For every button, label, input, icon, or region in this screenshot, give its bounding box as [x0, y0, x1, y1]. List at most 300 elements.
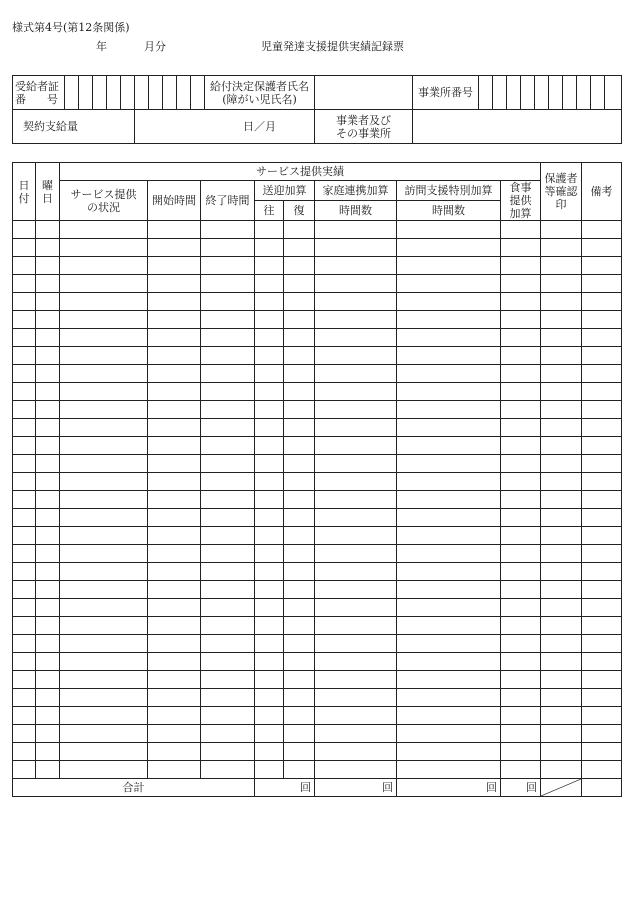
cell-transport-out[interactable]	[255, 311, 284, 329]
cell-date[interactable]	[13, 491, 36, 509]
cell-weekday[interactable]	[36, 617, 60, 635]
cell-weekday[interactable]	[36, 221, 60, 239]
cell-meal[interactable]	[501, 725, 541, 743]
cell-transport-back[interactable]	[284, 707, 315, 725]
cell-weekday[interactable]	[36, 419, 60, 437]
cell-family-hours[interactable]	[315, 311, 397, 329]
office-digit-1[interactable]	[479, 76, 493, 110]
cell-start[interactable]	[148, 365, 201, 383]
cell-transport-out[interactable]	[255, 743, 284, 761]
cell-visit-hours[interactable]	[397, 401, 501, 419]
cert-digit-10[interactable]	[191, 76, 205, 110]
operator-field[interactable]	[413, 110, 622, 144]
cell-family-hours[interactable]	[315, 599, 397, 617]
cell-status[interactable]	[60, 545, 148, 563]
guardian-name-field[interactable]	[315, 76, 413, 110]
cell-start[interactable]	[148, 491, 201, 509]
cell-remarks[interactable]	[582, 419, 622, 437]
cell-family-hours[interactable]	[315, 509, 397, 527]
cell-confirm[interactable]	[541, 293, 582, 311]
cell-start[interactable]	[148, 743, 201, 761]
cell-transport-out[interactable]	[255, 761, 284, 779]
cell-transport-back[interactable]	[284, 671, 315, 689]
cell-transport-out[interactable]	[255, 257, 284, 275]
cell-confirm[interactable]	[541, 257, 582, 275]
cell-meal[interactable]	[501, 671, 541, 689]
cell-transport-back[interactable]	[284, 527, 315, 545]
cell-remarks[interactable]	[582, 527, 622, 545]
cell-transport-out[interactable]	[255, 509, 284, 527]
cell-transport-back[interactable]	[284, 437, 315, 455]
cell-family-hours[interactable]	[315, 419, 397, 437]
cell-confirm[interactable]	[541, 761, 582, 779]
cell-date[interactable]	[13, 473, 36, 491]
cell-end[interactable]	[201, 257, 255, 275]
cell-remarks[interactable]	[582, 635, 622, 653]
cell-transport-out[interactable]	[255, 347, 284, 365]
cell-meal[interactable]	[501, 563, 541, 581]
cell-date[interactable]	[13, 437, 36, 455]
cell-date[interactable]	[13, 329, 36, 347]
cell-date[interactable]	[13, 563, 36, 581]
cell-status[interactable]	[60, 347, 148, 365]
cell-family-hours[interactable]	[315, 545, 397, 563]
cell-remarks[interactable]	[582, 761, 622, 779]
cell-family-hours[interactable]	[315, 761, 397, 779]
cell-end[interactable]	[201, 473, 255, 491]
cell-confirm[interactable]	[541, 347, 582, 365]
cell-family-hours[interactable]	[315, 239, 397, 257]
office-digit-3[interactable]	[507, 76, 521, 110]
cell-date[interactable]	[13, 455, 36, 473]
cell-meal[interactable]	[501, 491, 541, 509]
cell-weekday[interactable]	[36, 275, 60, 293]
cell-meal[interactable]	[501, 653, 541, 671]
cell-date[interactable]	[13, 689, 36, 707]
cell-confirm[interactable]	[541, 383, 582, 401]
cell-transport-back[interactable]	[284, 293, 315, 311]
cell-end[interactable]	[201, 455, 255, 473]
cell-start[interactable]	[148, 257, 201, 275]
cell-status[interactable]	[60, 437, 148, 455]
cell-remarks[interactable]	[582, 653, 622, 671]
cell-start[interactable]	[148, 455, 201, 473]
cell-status[interactable]	[60, 689, 148, 707]
cell-date[interactable]	[13, 617, 36, 635]
cell-family-hours[interactable]	[315, 329, 397, 347]
cell-transport-out[interactable]	[255, 563, 284, 581]
cell-status[interactable]	[60, 617, 148, 635]
cell-transport-out[interactable]	[255, 599, 284, 617]
cell-transport-back[interactable]	[284, 455, 315, 473]
cell-remarks[interactable]	[582, 329, 622, 347]
cell-end[interactable]	[201, 491, 255, 509]
cell-status[interactable]	[60, 671, 148, 689]
cell-visit-hours[interactable]	[397, 239, 501, 257]
cell-visit-hours[interactable]	[397, 725, 501, 743]
cell-transport-back[interactable]	[284, 563, 315, 581]
cell-remarks[interactable]	[582, 401, 622, 419]
cell-weekday[interactable]	[36, 437, 60, 455]
cell-end[interactable]	[201, 617, 255, 635]
cell-transport-back[interactable]	[284, 725, 315, 743]
cell-start[interactable]	[148, 275, 201, 293]
cell-visit-hours[interactable]	[397, 257, 501, 275]
cell-transport-back[interactable]	[284, 581, 315, 599]
cell-start[interactable]	[148, 329, 201, 347]
cell-meal[interactable]	[501, 689, 541, 707]
cell-transport-back[interactable]	[284, 401, 315, 419]
cell-visit-hours[interactable]	[397, 599, 501, 617]
cell-date[interactable]	[13, 599, 36, 617]
cell-status[interactable]	[60, 275, 148, 293]
cell-transport-back[interactable]	[284, 491, 315, 509]
cell-transport-back[interactable]	[284, 635, 315, 653]
cell-weekday[interactable]	[36, 365, 60, 383]
office-digit-10[interactable]	[605, 76, 622, 110]
cell-meal[interactable]	[501, 437, 541, 455]
cell-meal[interactable]	[501, 581, 541, 599]
cell-transport-back[interactable]	[284, 329, 315, 347]
cell-weekday[interactable]	[36, 635, 60, 653]
cell-date[interactable]	[13, 635, 36, 653]
cell-confirm[interactable]	[541, 311, 582, 329]
cell-status[interactable]	[60, 563, 148, 581]
cell-remarks[interactable]	[582, 221, 622, 239]
cell-transport-out[interactable]	[255, 419, 284, 437]
cell-start[interactable]	[148, 509, 201, 527]
cell-status[interactable]	[60, 455, 148, 473]
cell-meal[interactable]	[501, 509, 541, 527]
cell-confirm[interactable]	[541, 329, 582, 347]
cell-start[interactable]	[148, 689, 201, 707]
cell-meal[interactable]	[501, 275, 541, 293]
cell-end[interactable]	[201, 401, 255, 419]
cell-remarks[interactable]	[582, 473, 622, 491]
cell-remarks[interactable]	[582, 617, 622, 635]
cell-weekday[interactable]	[36, 761, 60, 779]
cell-family-hours[interactable]	[315, 725, 397, 743]
cell-visit-hours[interactable]	[397, 671, 501, 689]
cell-meal[interactable]	[501, 635, 541, 653]
cell-end[interactable]	[201, 347, 255, 365]
cert-digit-1[interactable]	[65, 76, 79, 110]
cell-end[interactable]	[201, 761, 255, 779]
cell-start[interactable]	[148, 599, 201, 617]
cell-transport-back[interactable]	[284, 347, 315, 365]
cell-date[interactable]	[13, 581, 36, 599]
cell-meal[interactable]	[501, 347, 541, 365]
cert-digit-9[interactable]	[177, 76, 191, 110]
cell-start[interactable]	[148, 293, 201, 311]
cell-confirm[interactable]	[541, 599, 582, 617]
cell-transport-out[interactable]	[255, 221, 284, 239]
cell-transport-out[interactable]	[255, 437, 284, 455]
total-remarks[interactable]	[582, 779, 622, 797]
cell-visit-hours[interactable]	[397, 563, 501, 581]
office-digit-9[interactable]	[591, 76, 605, 110]
cell-meal[interactable]	[501, 761, 541, 779]
cell-transport-back[interactable]	[284, 617, 315, 635]
cell-visit-hours[interactable]	[397, 365, 501, 383]
cell-visit-hours[interactable]	[397, 347, 501, 365]
cell-visit-hours[interactable]	[397, 275, 501, 293]
cell-weekday[interactable]	[36, 653, 60, 671]
cell-confirm[interactable]	[541, 635, 582, 653]
cell-end[interactable]	[201, 275, 255, 293]
cell-transport-out[interactable]	[255, 455, 284, 473]
cell-status[interactable]	[60, 329, 148, 347]
cell-weekday[interactable]	[36, 581, 60, 599]
cell-family-hours[interactable]	[315, 383, 397, 401]
cell-status[interactable]	[60, 419, 148, 437]
cell-family-hours[interactable]	[315, 473, 397, 491]
cell-start[interactable]	[148, 563, 201, 581]
cell-transport-out[interactable]	[255, 545, 284, 563]
cell-transport-back[interactable]	[284, 257, 315, 275]
cell-transport-out[interactable]	[255, 617, 284, 635]
cell-status[interactable]	[60, 527, 148, 545]
cell-end[interactable]	[201, 707, 255, 725]
cell-family-hours[interactable]	[315, 689, 397, 707]
cell-transport-out[interactable]	[255, 293, 284, 311]
cell-confirm[interactable]	[541, 527, 582, 545]
cell-transport-out[interactable]	[255, 653, 284, 671]
cell-status[interactable]	[60, 401, 148, 419]
cell-meal[interactable]	[501, 257, 541, 275]
cell-confirm[interactable]	[541, 617, 582, 635]
cell-transport-out[interactable]	[255, 581, 284, 599]
cell-start[interactable]	[148, 383, 201, 401]
cell-transport-out[interactable]	[255, 239, 284, 257]
cell-confirm[interactable]	[541, 473, 582, 491]
cell-end[interactable]	[201, 239, 255, 257]
cell-start[interactable]	[148, 635, 201, 653]
cell-meal[interactable]	[501, 221, 541, 239]
cell-start[interactable]	[148, 581, 201, 599]
cell-end[interactable]	[201, 419, 255, 437]
cell-confirm[interactable]	[541, 743, 582, 761]
cell-remarks[interactable]	[582, 599, 622, 617]
cell-confirm[interactable]	[541, 221, 582, 239]
office-digit-6[interactable]	[549, 76, 563, 110]
cell-start[interactable]	[148, 239, 201, 257]
cell-status[interactable]	[60, 257, 148, 275]
cell-weekday[interactable]	[36, 689, 60, 707]
cell-weekday[interactable]	[36, 383, 60, 401]
cell-meal[interactable]	[501, 329, 541, 347]
cell-end[interactable]	[201, 221, 255, 239]
cell-transport-out[interactable]	[255, 671, 284, 689]
cell-start[interactable]	[148, 437, 201, 455]
cell-end[interactable]	[201, 581, 255, 599]
cell-weekday[interactable]	[36, 455, 60, 473]
cell-meal[interactable]	[501, 419, 541, 437]
cell-end[interactable]	[201, 527, 255, 545]
cell-confirm[interactable]	[541, 545, 582, 563]
cell-weekday[interactable]	[36, 725, 60, 743]
cell-end[interactable]	[201, 509, 255, 527]
cell-transport-back[interactable]	[284, 275, 315, 293]
cell-visit-hours[interactable]	[397, 221, 501, 239]
cell-visit-hours[interactable]	[397, 491, 501, 509]
cell-start[interactable]	[148, 311, 201, 329]
cell-weekday[interactable]	[36, 671, 60, 689]
cell-meal[interactable]	[501, 743, 541, 761]
cell-family-hours[interactable]	[315, 707, 397, 725]
cell-start[interactable]	[148, 761, 201, 779]
cell-visit-hours[interactable]	[397, 293, 501, 311]
cell-weekday[interactable]	[36, 527, 60, 545]
cell-date[interactable]	[13, 707, 36, 725]
cell-date[interactable]	[13, 725, 36, 743]
cell-transport-out[interactable]	[255, 383, 284, 401]
office-digit-7[interactable]	[563, 76, 577, 110]
cell-status[interactable]	[60, 707, 148, 725]
cell-confirm[interactable]	[541, 653, 582, 671]
cell-family-hours[interactable]	[315, 581, 397, 599]
cell-visit-hours[interactable]	[397, 311, 501, 329]
cell-family-hours[interactable]	[315, 293, 397, 311]
cell-remarks[interactable]	[582, 257, 622, 275]
cell-remarks[interactable]	[582, 437, 622, 455]
cell-end[interactable]	[201, 671, 255, 689]
cell-weekday[interactable]	[36, 401, 60, 419]
cell-start[interactable]	[148, 419, 201, 437]
office-digit-5[interactable]	[535, 76, 549, 110]
cell-end[interactable]	[201, 437, 255, 455]
cell-end[interactable]	[201, 635, 255, 653]
cell-weekday[interactable]	[36, 257, 60, 275]
cell-transport-back[interactable]	[284, 383, 315, 401]
cell-start[interactable]	[148, 221, 201, 239]
cell-weekday[interactable]	[36, 347, 60, 365]
cell-end[interactable]	[201, 725, 255, 743]
cell-date[interactable]	[13, 239, 36, 257]
cell-visit-hours[interactable]	[397, 473, 501, 491]
cell-end[interactable]	[201, 563, 255, 581]
cell-status[interactable]	[60, 491, 148, 509]
cell-status[interactable]	[60, 473, 148, 491]
cell-date[interactable]	[13, 653, 36, 671]
cell-visit-hours[interactable]	[397, 455, 501, 473]
cell-visit-hours[interactable]	[397, 419, 501, 437]
cell-visit-hours[interactable]	[397, 653, 501, 671]
cell-transport-back[interactable]	[284, 761, 315, 779]
cell-visit-hours[interactable]	[397, 545, 501, 563]
cell-remarks[interactable]	[582, 293, 622, 311]
cell-confirm[interactable]	[541, 671, 582, 689]
cell-end[interactable]	[201, 293, 255, 311]
cell-meal[interactable]	[501, 599, 541, 617]
cell-remarks[interactable]	[582, 725, 622, 743]
cell-visit-hours[interactable]	[397, 761, 501, 779]
cell-start[interactable]	[148, 347, 201, 365]
cell-status[interactable]	[60, 761, 148, 779]
cell-meal[interactable]	[501, 383, 541, 401]
cell-family-hours[interactable]	[315, 617, 397, 635]
cell-meal[interactable]	[501, 311, 541, 329]
cell-family-hours[interactable]	[315, 527, 397, 545]
cell-weekday[interactable]	[36, 239, 60, 257]
cell-family-hours[interactable]	[315, 653, 397, 671]
cell-date[interactable]	[13, 671, 36, 689]
cell-date[interactable]	[13, 743, 36, 761]
cell-meal[interactable]	[501, 365, 541, 383]
cell-remarks[interactable]	[582, 491, 622, 509]
cell-remarks[interactable]	[582, 509, 622, 527]
cell-start[interactable]	[148, 401, 201, 419]
cell-transport-back[interactable]	[284, 311, 315, 329]
cell-weekday[interactable]	[36, 311, 60, 329]
cell-remarks[interactable]	[582, 239, 622, 257]
cert-digit-6[interactable]	[135, 76, 149, 110]
cell-remarks[interactable]	[582, 311, 622, 329]
cell-transport-back[interactable]	[284, 221, 315, 239]
cell-family-hours[interactable]	[315, 347, 397, 365]
cell-date[interactable]	[13, 527, 36, 545]
cell-transport-out[interactable]	[255, 725, 284, 743]
cell-end[interactable]	[201, 653, 255, 671]
cell-status[interactable]	[60, 383, 148, 401]
cell-status[interactable]	[60, 293, 148, 311]
cert-digit-3[interactable]	[93, 76, 107, 110]
cell-weekday[interactable]	[36, 491, 60, 509]
cell-meal[interactable]	[501, 473, 541, 491]
cell-confirm[interactable]	[541, 455, 582, 473]
cell-confirm[interactable]	[541, 689, 582, 707]
cell-weekday[interactable]	[36, 473, 60, 491]
cell-start[interactable]	[148, 707, 201, 725]
cert-digit-8[interactable]	[163, 76, 177, 110]
cell-transport-out[interactable]	[255, 689, 284, 707]
cell-end[interactable]	[201, 599, 255, 617]
cert-digit-7[interactable]	[149, 76, 163, 110]
cell-transport-back[interactable]	[284, 599, 315, 617]
cell-transport-back[interactable]	[284, 473, 315, 491]
cell-date[interactable]	[13, 221, 36, 239]
cell-transport-back[interactable]	[284, 743, 315, 761]
cell-confirm[interactable]	[541, 509, 582, 527]
cell-status[interactable]	[60, 635, 148, 653]
cell-weekday[interactable]	[36, 707, 60, 725]
cell-date[interactable]	[13, 275, 36, 293]
cell-transport-out[interactable]	[255, 275, 284, 293]
cell-end[interactable]	[201, 743, 255, 761]
cell-end[interactable]	[201, 689, 255, 707]
cell-remarks[interactable]	[582, 383, 622, 401]
cell-transport-out[interactable]	[255, 401, 284, 419]
cell-end[interactable]	[201, 311, 255, 329]
cell-confirm[interactable]	[541, 419, 582, 437]
cell-end[interactable]	[201, 365, 255, 383]
cell-status[interactable]	[60, 599, 148, 617]
cell-start[interactable]	[148, 527, 201, 545]
cell-status[interactable]	[60, 725, 148, 743]
cell-family-hours[interactable]	[315, 671, 397, 689]
cell-confirm[interactable]	[541, 581, 582, 599]
cell-remarks[interactable]	[582, 275, 622, 293]
cell-meal[interactable]	[501, 545, 541, 563]
cell-confirm[interactable]	[541, 239, 582, 257]
cell-meal[interactable]	[501, 401, 541, 419]
cell-weekday[interactable]	[36, 563, 60, 581]
office-digit-4[interactable]	[521, 76, 535, 110]
cell-remarks[interactable]	[582, 455, 622, 473]
cell-date[interactable]	[13, 257, 36, 275]
cell-end[interactable]	[201, 329, 255, 347]
cell-family-hours[interactable]	[315, 365, 397, 383]
